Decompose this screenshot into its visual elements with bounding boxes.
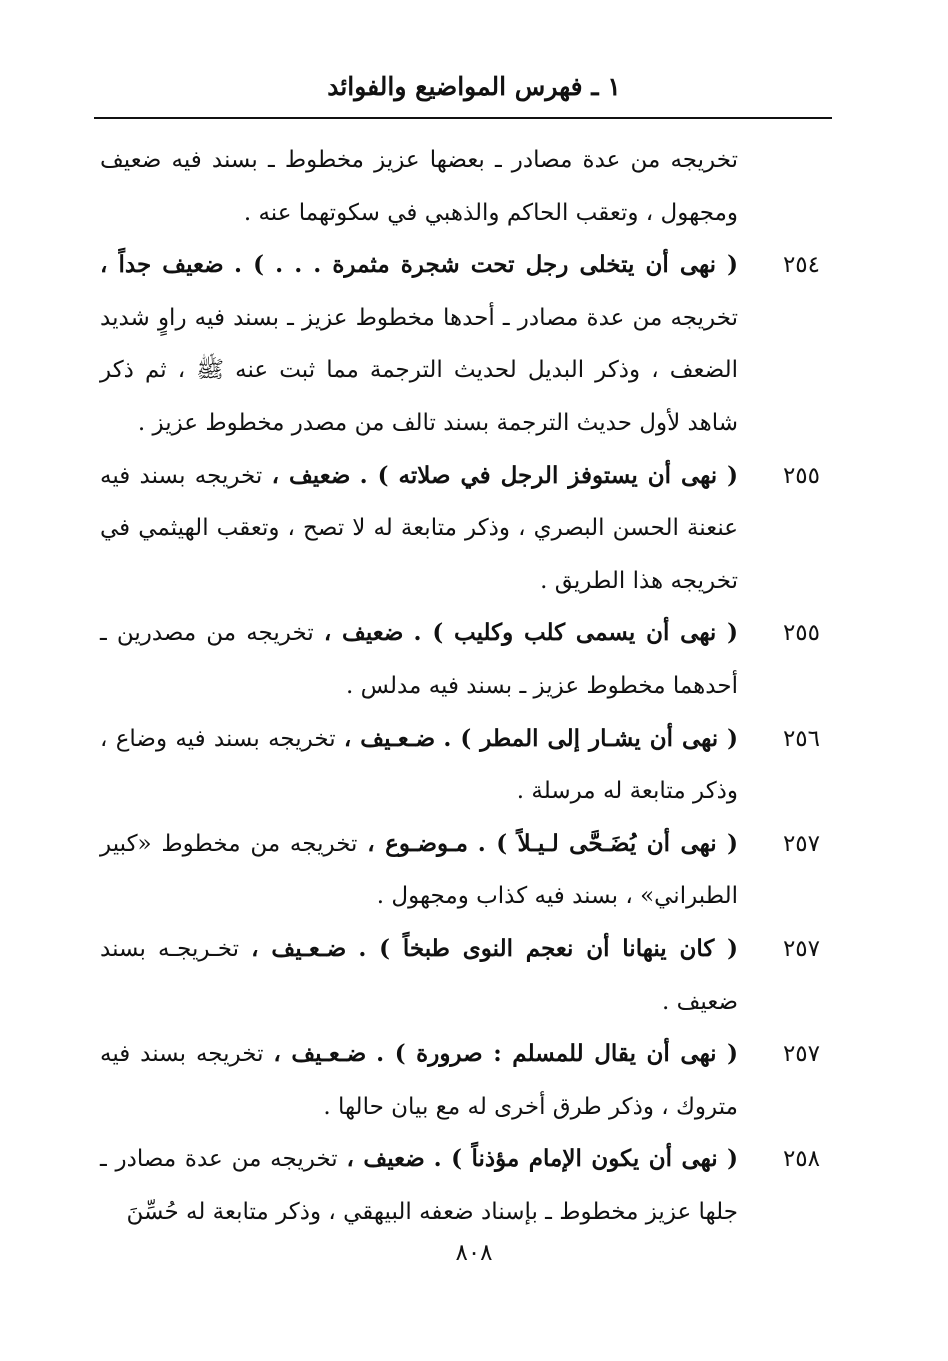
entry-text [100, 239, 738, 449]
index-entry [100, 818, 820, 923]
entry-title: ( نهى أن يستوفز الرجل في صلاته ) . [359, 461, 739, 489]
index-body [100, 134, 820, 1238]
entry-description: تخريجه من عدة مصادر ـ بعضها عزيز مخطوط ـ بسند فيه ضعيف ومجهول ، وتعقب الحاكم والذهبي في سكوتهما عنه . [100, 147, 738, 226]
entry-number: ٢٥٨ [782, 1146, 820, 1173]
index-entry [100, 134, 820, 239]
entry-number: ٢٥٧ [782, 935, 820, 962]
entry-description: تخريجه بسند فيه عنعنة الحسن البصري ، وذكر متابعة له لا تصح ، وتعقب الهيثمي في تخريجه هذا الطريق . [100, 462, 738, 594]
page-number: ٨٠٨ [455, 1240, 493, 1266]
entry-grade: ضـعـيف ، [343, 724, 436, 752]
entry-grade: ضعيف ، [346, 1145, 425, 1173]
index-entry [100, 1133, 820, 1238]
entry-number: ٢٥٤ [782, 252, 820, 279]
index-entry [100, 1028, 820, 1133]
entry-grade: ضـعـيف ، [273, 1040, 367, 1068]
entry-number: ٢٥٥ [782, 462, 820, 489]
entry-description: تخـريجـه بسند ضعيف . [100, 935, 738, 1015]
index-entry [100, 923, 820, 1028]
entry-title: ( نهى أن يسمى كلب وكليب ) . [413, 619, 739, 647]
entry-text [100, 818, 738, 923]
index-entry [100, 239, 820, 449]
index-entry [100, 713, 820, 818]
entry-grade: ضعيف جداً ، [100, 251, 224, 279]
entry-title: ( نهى أن يقال للمسلم : صرورة ) . [376, 1040, 739, 1068]
entry-number: ٢٥٧ [782, 830, 820, 857]
entry-grade: ضـعـيف ، [251, 934, 347, 962]
entry-text [100, 607, 738, 712]
entry-text [100, 134, 738, 239]
entry-text [100, 923, 738, 1028]
entry-title: ( نهى أن يتخلى رجل تحت شجرة مثمرة . . . ) . [234, 251, 739, 279]
entry-title: ( نهى أن يُضَـحَّى لـيـلاً ) . [477, 829, 739, 857]
entry-text [100, 450, 738, 608]
entry-description: تخريجه من مصدرين ـ أحدهما مخطوط عزيز ـ بسند فيه مدلس . [100, 620, 738, 699]
entry-grade: مـوضـوع ، [367, 829, 468, 857]
entry-text [100, 1133, 738, 1238]
entry-title: ( نهى أن يشـار إلى المطر ) . [443, 724, 738, 752]
entry-title: ( نهى أن يكون الإمام مؤذناً ) . [433, 1145, 739, 1173]
entry-title: ( كان ينهانا أن نعجم النوى طبخاً ) . [358, 934, 738, 962]
header-rule [94, 117, 832, 119]
entry-description: تخريجه بسند فيه وضاع ، وذكر متابعة له مرسلة . [100, 725, 738, 805]
entry-description: تخريجه من عدة مصادر ـ أحدها مخطوط عزيز ـ بسند فيه راوٍ شديد الضعف ، وذكر البديل لحديث الترجمة مما ثبت عنه ﷺ ، ثم ذكر شاهد لأول حديث الترجمة بسند تالف من مصدر مخطوط عزيز . [100, 304, 738, 436]
entry-grade: ضعيف ، [323, 619, 404, 647]
entry-number: ٢٥٦ [782, 725, 820, 752]
entry-number: ٢٥٥ [782, 620, 820, 647]
entry-description: تخريجه من عدة مصادر ـ جلها عزيز مخطوط ـ بإسناد ضعفه البيهقي ، وذكر متابعة له حُسِّنَ [100, 1146, 738, 1225]
index-entry [100, 607, 820, 712]
page-header: ١ ـ فهرس المواضيع والفوائد [327, 72, 621, 101]
entry-text [100, 1028, 738, 1133]
index-entry [100, 450, 820, 608]
entry-description: تخريجه من مخطوط «كبير الطبراني» ، بسند فيه كذاب ومجهول . [100, 830, 738, 910]
entry-number: ٢٥٧ [782, 1041, 820, 1068]
entry-text [100, 713, 738, 818]
entry-grade: ضعيف ، [271, 461, 351, 489]
entry-description: تخريجه بسند فيه متروك ، وذكر طرق أخرى له مع بيان حالها . [100, 1041, 738, 1120]
